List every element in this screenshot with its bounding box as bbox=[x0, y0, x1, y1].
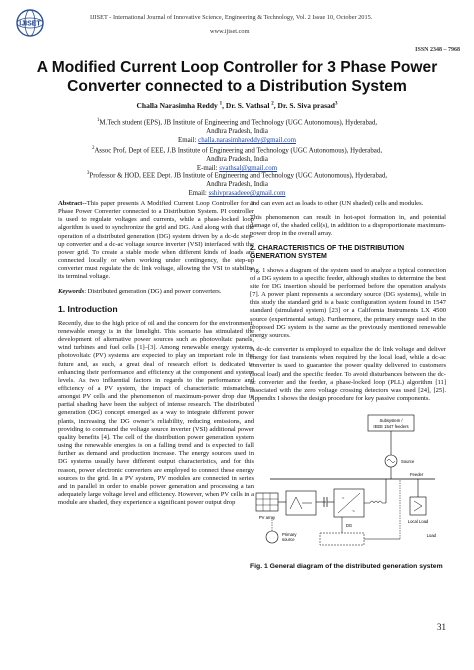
author-1: Challa Narasimha Reddy bbox=[136, 101, 220, 110]
pv-array-block bbox=[256, 493, 278, 511]
right-para-2: This phenomenon can result in hot-spot formation in, and potential damage of, the shaded cell(s), in addition to a disproportionate maximum-power drop in the overall array. bbox=[250, 214, 446, 238]
right-para-1: and can even act as loads to other (UN shaded) cells and modules. bbox=[250, 200, 424, 207]
abstract-label: Abstract-- bbox=[58, 200, 87, 207]
characteristics-para-2: A dc-dc converter is employed to equalize the dc link voltage and deliver energy for fast transients when required by the local load, while a dc-ac converter is used to guarantee the power quality delivered to customers (local load) and the specific feeder. To avoid disturbances between the dc-ac converter and the feeder, a phase-locked loop (PLL) algorithm [11] associated with the zero voltage crossing detectors was used [24], [25]. Appendix I shows the design procedure for key passive components. bbox=[250, 346, 446, 402]
keywords-label: Keywords bbox=[58, 287, 85, 295]
abstract-text: This paper presents A Modified Current Loop Controller for 3 Phase Power Converter connected to a Distribution System. PI controller is used to regulate voltages and currents, while a phase-locked loop algorithm is used to synchronize the grid and DG. And along with that the operation of a distributed generation (DG) system driven by a dc-dc step-up converter and a dc-ac voltage source inverter (VSI) interfaced with the power grid. To create a stable mode when different kinds of loads are connected locally or when working under contingency, the step-up converter must regulate the dc link voltage, allowing the VSI to stabilize its terminal voltage. bbox=[58, 200, 254, 281]
system-diagram bbox=[250, 409, 446, 559]
characteristics-heading: 2. CHARACTERISTICS OF THE DISTRIBUTION GENERATION SYSTEM bbox=[250, 244, 405, 261]
aff-2-sup: 2 bbox=[91, 146, 95, 151]
fig-label-subsystem: Subsystem / bbox=[379, 418, 403, 424]
aff-3-email-label: Email: bbox=[188, 190, 209, 198]
keywords bbox=[58, 288, 254, 296]
author-sep-2: , Dr. S. Siva prasad bbox=[273, 101, 335, 110]
intro-text: Recently, due to the high price of oil and the concern for the environment, renewable energy is in the limelight. This scenario has stimulated the development of alternative power sources such as photovoltaic panels, wind turbines and fuel cells [1]–[3]. Among renewable energy systems, photovoltaic (PV) systems are expected to play an important role in the future and, as such, a great deal of research effort is dedicated to enhancing their performance and efficiency at the component and system levels. As two influential factors in regards to the performance and efficiency of a PV system, the impact of characteristic mismatches amongst PV cells and the phenomenon of maximum-power drop due to partial shading have been the subject of intense research. The distributed generation (DG) concept emerged as a way to integrate different power plants, increasing the DG owner’s reliability, reducing emissions, and providing to command the voltage source inverter (VSI) additional power quality benefits [4]. The cell of the distribution power generation system using the renewable energies is on a falling trend and is expected to fall further as demand and production increase. The energy sources used in DG systems usually have different output characteristics, and for this reason, power electronic converters are employed to connect these energy sources to the grid. In a PV system, PV modules are connected in series and in parallel in order to enable power generation and processing a tan adequately large voltage level and efficiency. However, when PV cells in a module are shaded, they experience a significant power output drop bbox=[58, 319, 254, 507]
issn: ISSN 2348 – 7968 bbox=[415, 47, 460, 53]
fig-label-load: Load bbox=[426, 533, 436, 539]
aff-1-email-label: Email: bbox=[178, 137, 199, 145]
figure-caption: Fig. 1 General diagram of the distributed generation system bbox=[250, 563, 443, 571]
aff-2-email-link[interactable]: svathsal@gmail.com bbox=[219, 165, 278, 173]
left-column bbox=[58, 200, 254, 513]
fig-label-feeders: IEEE 1547 feeders bbox=[373, 424, 409, 430]
logo-text: IJISET bbox=[19, 20, 41, 28]
aff-2-line1: Assoc Prof, Dept of EEE, J.B Institute of Engineering and Technology (UGC Autonomous), Hyderabad, bbox=[94, 147, 383, 155]
aff-3-sup: 3 bbox=[86, 171, 90, 176]
svg-text:=: = bbox=[342, 495, 345, 501]
author-1-sup: 1 bbox=[219, 101, 223, 107]
fig-label-local-load: Local Load bbox=[407, 519, 429, 525]
author-2-sup: 2 bbox=[271, 101, 274, 107]
paper-title: A Modified Current Loop Controller for 3 Phase Power Converter connected to a Distribution System bbox=[36, 59, 438, 95]
journal-url[interactable]: www.ijiset.com bbox=[210, 28, 250, 35]
abstract bbox=[58, 200, 254, 282]
aff-2-line2: Andhra Pradesh, India bbox=[206, 156, 268, 164]
aff-1-email-link[interactable]: challa.narasimhareddy@gmail.com bbox=[198, 137, 296, 145]
aff-1-line1: M.Tech student (EPS), JB Institute of Engineering and Technology (UGC Autonomous), Hyderabad, bbox=[99, 119, 378, 127]
aff-1-sup: 1 bbox=[96, 118, 100, 123]
fig-label-feeder: Feeder bbox=[410, 472, 424, 478]
local-load-block bbox=[410, 497, 426, 515]
aff-2-email-label: E-mail: bbox=[196, 165, 220, 173]
keywords-text: : Distributed generation (DG) and power converters. bbox=[84, 287, 222, 295]
aff-1-line2: Andhra Pradesh, India bbox=[206, 128, 268, 136]
fig-label-source2: source bbox=[282, 537, 295, 543]
fig-label-primary: Primary bbox=[282, 532, 297, 538]
primary-source-symbol bbox=[266, 531, 278, 543]
aff-3-line1: Professor & HOD, EEE Dept. JB Institute of Engineering and Technology (UGC Autonomous), Hyderabad, bbox=[89, 172, 388, 180]
intro-heading: 1. Introduction bbox=[58, 303, 118, 314]
journal-citation: IJISET - International Journal of Innovative Science, Engineering & Technology, Vol. 2 Issue 10, October 2015. bbox=[90, 14, 373, 21]
svg-text:~: ~ bbox=[352, 509, 355, 516]
author-sep-1: , Dr. S. Vathsal bbox=[222, 101, 272, 110]
right-column bbox=[250, 200, 446, 578]
aff-3-email-link[interactable]: sshivprasadeee@gmail.com bbox=[208, 190, 286, 198]
author-line bbox=[0, 101, 474, 110]
author-3-sup: 3 bbox=[334, 101, 338, 107]
fig-label-source: Source bbox=[401, 459, 415, 465]
affiliation-1 bbox=[40, 116, 434, 145]
aff-3-line2: Andhra Pradesh, India bbox=[206, 181, 268, 189]
affiliation-3 bbox=[40, 169, 434, 198]
journal-logo bbox=[16, 8, 56, 38]
journal-header bbox=[14, 6, 462, 38]
fig-label-pv: PV array bbox=[258, 515, 276, 521]
controller-block bbox=[320, 533, 364, 545]
characteristics-para-1: Fig. 1 shows a diagram of the system used to analyze a typical connection of a DG system to a specific feeder, although studies to determine the best site for DG insertion should be performed before the operation analysis [7]. A power plant represents a secondary source (DG systems), while in this study the standard grid is a basic configuration system found in 1547 standard (simulated system) [23] or a California Instruments LX 4500 source (experimental setup). Furthermore, the primary energy used in the proposed DG system is the same as the previously mentioned renewable energy sources. bbox=[250, 266, 446, 339]
page-number: 31 bbox=[437, 622, 446, 632]
fig-label-dg: DG bbox=[345, 523, 353, 529]
